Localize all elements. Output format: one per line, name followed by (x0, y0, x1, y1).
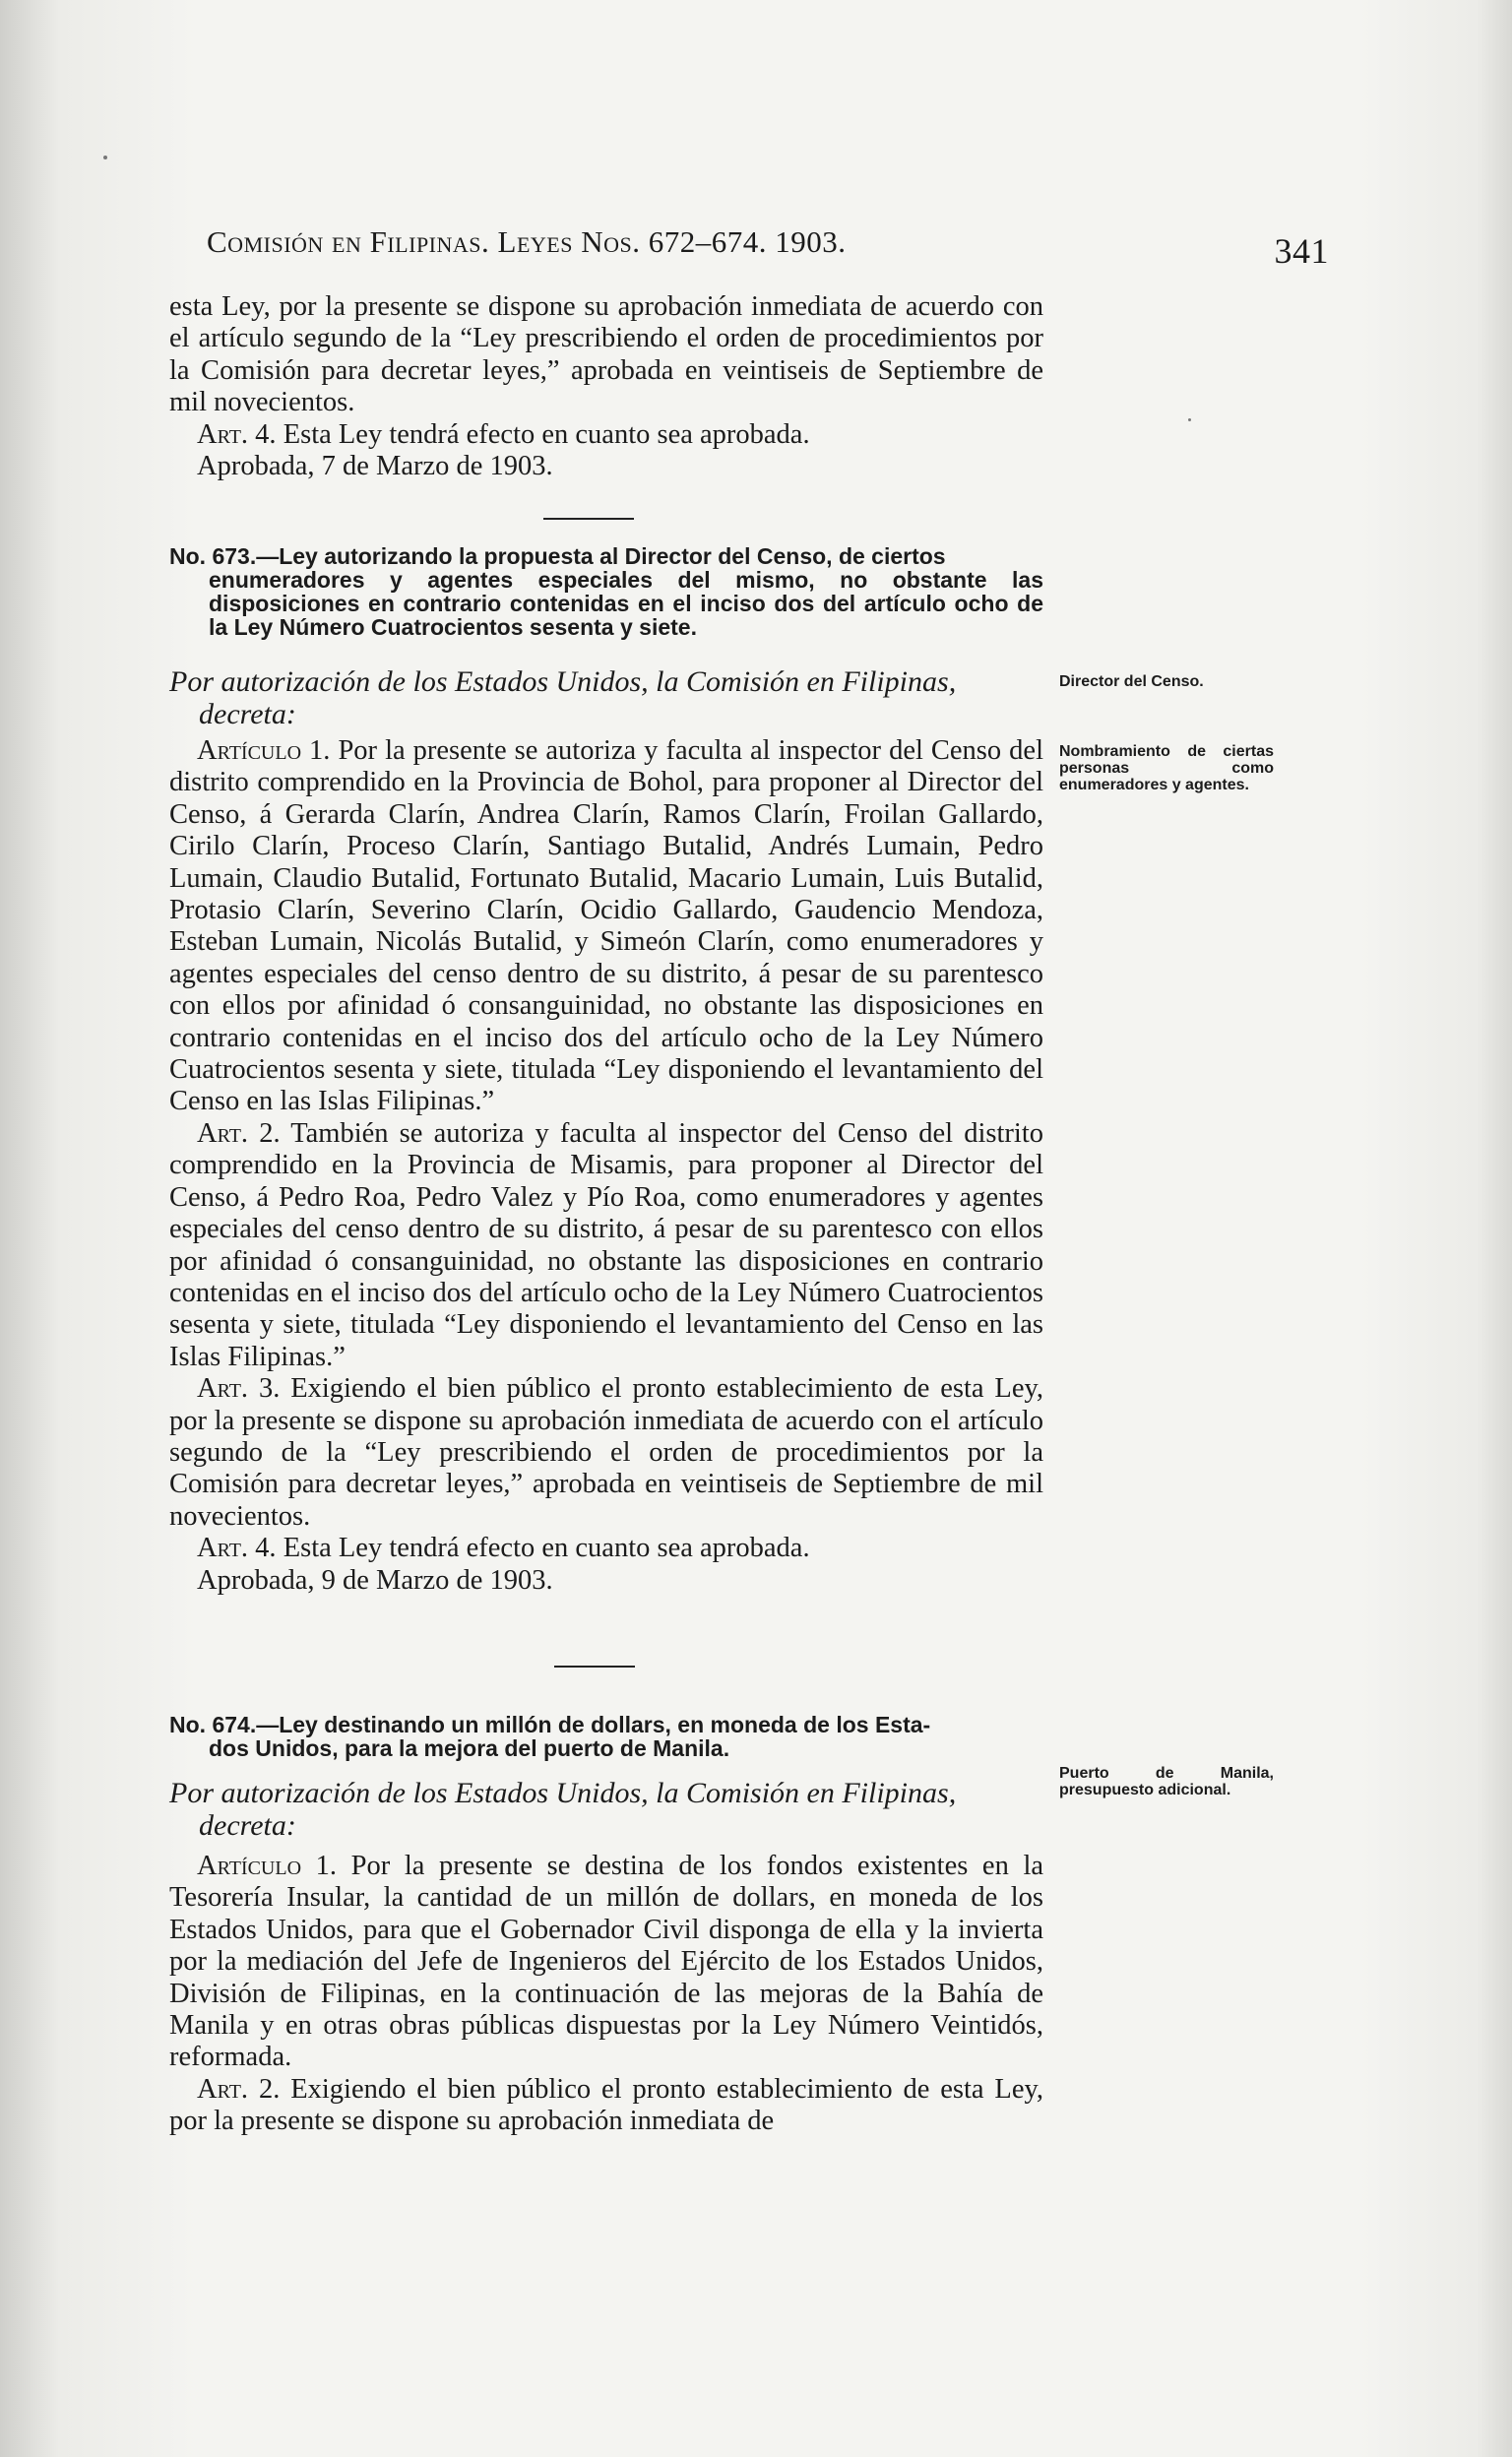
section-rule (543, 518, 634, 520)
article-4 (169, 1533, 1043, 1564)
enacting-decreta: decreta: (199, 698, 296, 730)
enacting-line: Por autorización de los Estados Unidos, la Comisión en Filipinas, (169, 665, 957, 698)
article-4 (169, 419, 1043, 451)
section-rule (554, 1666, 635, 1668)
article-1 (169, 1851, 1043, 2074)
article-label: Art. 4. (197, 1533, 277, 1564)
page-header (207, 224, 1329, 271)
approval-date: Aprobada, 7 de Marzo de 1903. (197, 451, 553, 482)
side-note-manila: Puerto de Manila, presupuesto adicional. (1059, 1765, 1274, 1798)
article-text: Esta Ley tendrá efecto en cuanto sea aprobada. (276, 1533, 810, 1564)
article-text: Exigiendo el bien público el pronto establecimiento de esta Ley, por la presente se dispone su aprobación inmediata de acuerdo con el artículo segundo de la “Ley prescribiendo el orden de procedimientos por la Comisión para decretar leyes,” aprobada en veintiseis de Septiembre de mil novecientos. (169, 1373, 1044, 1532)
article-label: Art. 3. (197, 1373, 281, 1405)
article-label: Artículo 1. (197, 1851, 338, 1881)
article-3 (169, 1373, 1043, 1533)
article-text: Por la presente se autoriza y faculta al inspector del Censo del distrito comprendido en la Provincia de Bohol, para proponer al Director del Censo, á Gerarda Clarín, Andrea Clarín, Ramos Clarín, Froilan Gallardo, Cirilo Clarín, Proceso Clarín, Santiago Butalid, Andrés Lumain, Pedro Lumain, Claudio Butalid, Fortunato Butalid, Macario Lumain, Luis Butalid, Protasio Clarín, Severino Clarín, Ocidio Gallardo, Gaudencio Mendoza, Esteban Lumain, Nicolás Butalid, y Simeón Clarín, como enumeradores y agentes especiales del censo dentro de su distrito, á pesar de su parentesco con ellos por afinidad ó consanguinidad, no obstante las disposiciones en contrario contenidas en el inciso dos del artículo ocho de la Ley Número Cuatrocientos sesenta y siete, titulada “Ley disponiendo el levantamiento del Censo en las Islas Filipinas.” (169, 735, 1043, 1117)
article-text: También se autoriza y faculta al inspector del Censo del distrito comprendido en la Provincia de Misamis, para proponer al Director del Censo, á Pedro Roa, Pedro Valez y Pío Roa, como enumeradores y agentes especiales del censo dentro de su distrito, á pesar de su parentesco con ellos por afinidad ó consanguinidad, no obstante las disposiciones en contrario contenidas en el inciso dos del artículo ocho de la Ley Número Cuatrocientos sesenta y siete, titulada “Ley disponiendo el levantamiento del Censo en las Islas Filipinas.” (169, 1117, 1043, 1372)
side-note-director: Director del Censo. (1059, 673, 1204, 690)
article-label: Artículo 1. (197, 735, 331, 766)
article-label: Art. 2. (197, 1117, 281, 1149)
article-1 (169, 735, 1043, 1118)
law-673-heading (169, 544, 1043, 639)
article-2 (169, 2074, 1043, 2138)
side-note-appointment: Nombramiento de ciertas personas como enumeradores y agentes. (1059, 743, 1274, 793)
law-674-heading (169, 1713, 1043, 1760)
heading-line: No. 674.—Ley destinando un millón de dollars, en moneda de los Esta- (169, 1712, 931, 1737)
law-674-body (169, 1851, 1043, 2138)
article-text: Por la presente se destina de los fondos existentes en la Tesorería Insular, la cantidad de un millón de dollars, en moneda de los Estados Unidos, para que el Gobernador Civil disponga de ella y la invierta por la mediación del Jefe de Ingenieros del Ejército de los Estados Unidos, División de Filipinas, en la continuación de las mejoras de la Bahía de Manila y en otras obras públicas dispuestas por la Ley Número Veintidós, reformada. (169, 1851, 1044, 2073)
article-text: Esta Ley tendrá efecto en cuanto sea aprobada. (276, 418, 810, 450)
heading-continuation: dos Unidos, para la mejora del puerto de Manila. (209, 1735, 730, 1761)
article-2 (169, 1118, 1043, 1373)
running-title: Comisión en Filipinas. Leyes Nos. 672–674. 1903. (207, 224, 847, 259)
law-673-body (169, 735, 1043, 1597)
article-text: Exigiendo el bien público el pronto establecimiento de esta Ley, por la presente se dispone su aprobación inmediata de (169, 2073, 1044, 2137)
heading-line: No. 673.—Ley autorizando la propuesta al Director del Censo, de ciertos (169, 543, 946, 569)
page-number: 341 (1274, 231, 1329, 271)
law-672-tail (169, 291, 1043, 482)
article-label: Art. 4. (197, 418, 277, 450)
heading-continuation: enumeradores y agentes especiales del mismo, no obstante las disposiciones en contrario contenidas en el inciso dos del artículo ocho de la Ley Número Cuatrocientos sesenta y siete. (209, 567, 1043, 640)
paragraph: esta Ley, por la presente se dispone su aprobación inmediata de acuerdo con el artículo segundo de la “Ley prescribiendo el orden de procedimientos por la Comisión para decretar leyes,” aprobada en veintiseis de Septiembre de mil novecientos. (169, 291, 1043, 418)
law-673-enacting-clause (169, 665, 1043, 730)
scan-speck (103, 156, 107, 159)
law-674-enacting-clause (169, 1777, 1043, 1842)
approval-date: Aprobada, 9 de Marzo de 1903. (197, 1564, 553, 1596)
enacting-line: Por autorización de los Estados Unidos, la Comisión en Filipinas, (169, 1777, 957, 1809)
scan-speck (1188, 418, 1191, 421)
article-label: Art. 2. (197, 2073, 281, 2105)
enacting-decreta: decreta: (199, 1809, 296, 1842)
